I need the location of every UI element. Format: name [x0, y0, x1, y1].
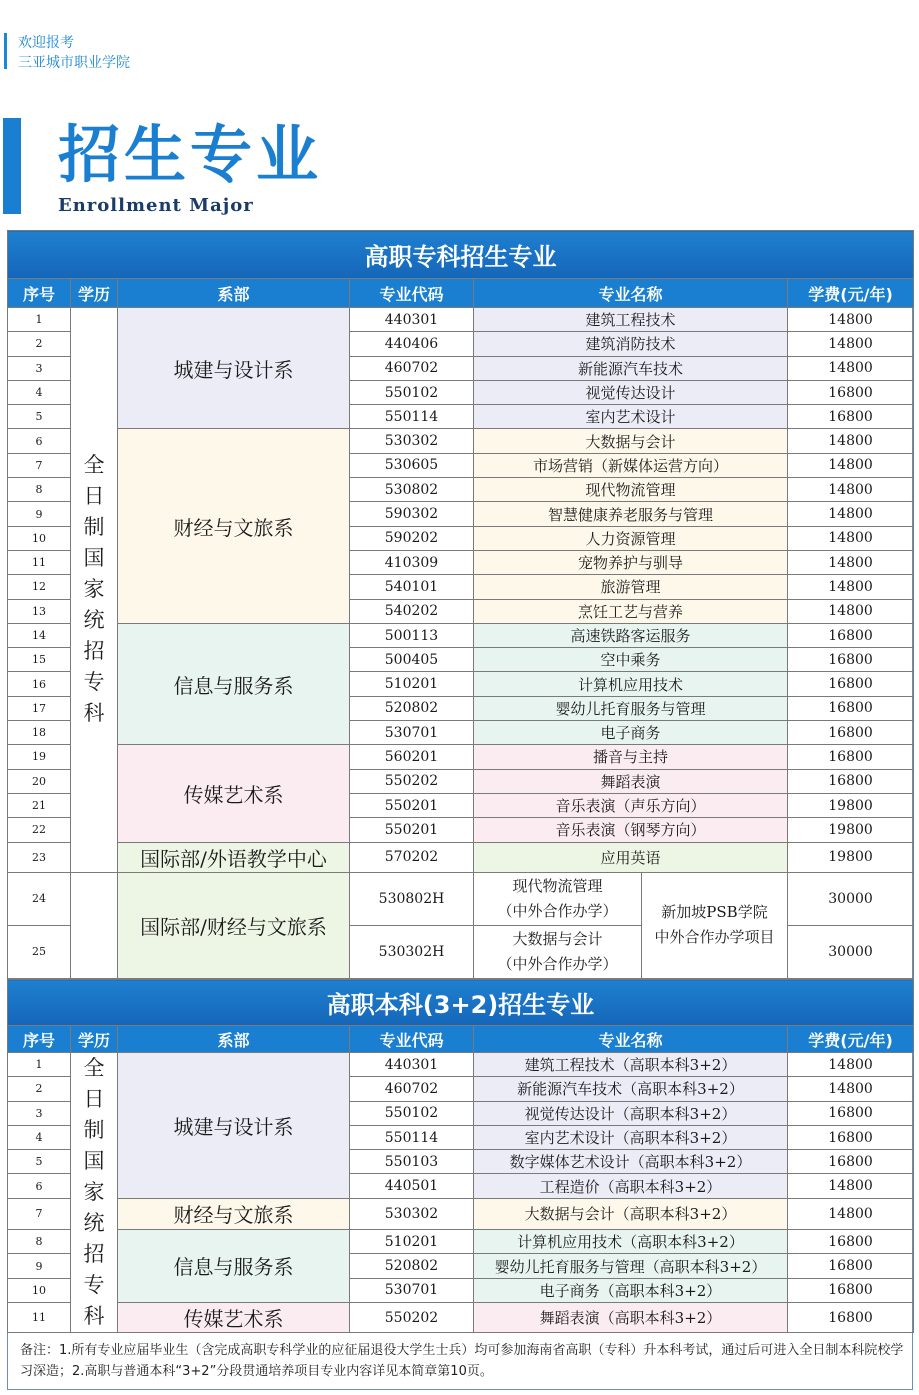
row-seq: 8: [8, 478, 71, 502]
major-name: 播音与主持: [474, 745, 788, 769]
header-college-name: 三亚城市职业学院: [18, 55, 130, 71]
tuition-fee: 14800: [788, 308, 914, 332]
major-name-line1: 大数据与会计: [512, 929, 603, 948]
major-code: 550201: [350, 818, 474, 842]
table-row: [8, 623, 914, 647]
department-name: 城建与设计系: [118, 1053, 350, 1199]
major-code: 510201: [350, 672, 474, 696]
major-name: 婴幼儿托育服务与管理（高职本科3+2）: [474, 1254, 788, 1278]
row-seq: 10: [8, 526, 71, 550]
tuition-fee: 14800: [788, 1174, 914, 1198]
major-code: 440501: [350, 1174, 474, 1198]
major-name: 市场营销（新媒体运营方向）: [474, 453, 788, 477]
major-code: 550102: [350, 380, 474, 404]
col-header-dept: 系部: [118, 279, 350, 308]
major-name: 建筑工程技术（高职本科3+2）: [474, 1053, 788, 1077]
table-row: [8, 429, 914, 453]
tuition-fee: 14800: [788, 429, 914, 453]
tuition-fee: 14800: [788, 1198, 914, 1229]
tuition-fee: 16800: [788, 1254, 914, 1278]
major-name: 音乐表演（声乐方向）: [474, 793, 788, 817]
table-row: [8, 842, 914, 872]
major-code: 530701: [350, 721, 474, 745]
tuition-fee: 19800: [788, 818, 914, 842]
tuition-fee: 16800: [788, 745, 914, 769]
department-name: 财经与文旅系: [118, 1198, 350, 1229]
major-code: 530302: [350, 1198, 474, 1229]
major-name: 电子商务: [474, 721, 788, 745]
undergraduate-3plus2-table: [7, 979, 914, 1333]
table1-title: 高职专科招生专业: [8, 231, 914, 279]
row-seq: 23: [8, 842, 71, 872]
table-row: [8, 745, 914, 769]
major-name: 新能源汽车技术: [474, 356, 788, 380]
major-code: 410309: [350, 550, 474, 574]
tuition-fee: 14800: [788, 550, 914, 574]
major-name: 智慧健康养老服务与管理: [474, 502, 788, 526]
major-code: 500405: [350, 648, 474, 672]
major-name: 婴幼儿托育服务与管理: [474, 696, 788, 720]
major-code: 550201: [350, 793, 474, 817]
col-header-seq: 序号: [8, 1026, 71, 1053]
row-seq: 14: [8, 623, 71, 647]
major-code: 590302: [350, 502, 474, 526]
row-seq: 25: [8, 925, 71, 978]
tuition-fee: 16800: [788, 1278, 914, 1302]
col-header-name: 专业名称: [474, 1026, 788, 1053]
row-seq: 8: [8, 1229, 71, 1254]
row-seq: 19: [8, 745, 71, 769]
table-row: [8, 1053, 914, 1077]
major-name: 建筑消防技术: [474, 332, 788, 356]
major-name: 建筑工程技术: [474, 308, 788, 332]
row-seq: 17: [8, 696, 71, 720]
row-seq: 3: [8, 1101, 71, 1125]
row-seq: 22: [8, 818, 71, 842]
tuition-fee: 14800: [788, 356, 914, 380]
department-name: 城建与设计系: [118, 308, 350, 429]
major-code: 440301: [350, 1053, 474, 1077]
education-type: 全 日 制 国 家 统 招 专 科: [71, 1053, 118, 1333]
tuition-fee: 30000: [788, 925, 914, 978]
tuition-fee: 14800: [788, 1077, 914, 1101]
row-seq: 13: [8, 599, 71, 623]
major-name: 音乐表演（钢琴方向）: [474, 818, 788, 842]
table-row: [8, 1229, 914, 1254]
major-name: 旅游管理: [474, 575, 788, 599]
row-seq: 10: [8, 1278, 71, 1302]
tuition-fee: 30000: [788, 872, 914, 925]
row-seq: 1: [8, 1053, 71, 1077]
major-name: [474, 872, 642, 925]
row-seq: 20: [8, 769, 71, 793]
major-code: 460702: [350, 1077, 474, 1101]
tuition-fee: 19800: [788, 793, 914, 817]
tuition-fee: 14800: [788, 453, 914, 477]
col-header-fee: 学费(元/年): [788, 279, 914, 308]
major-name: 室内艺术设计（高职本科3+2）: [474, 1125, 788, 1149]
page-subtitle: Enrollment Major: [58, 195, 254, 216]
major-name: 宠物养护与驯导: [474, 550, 788, 574]
tuition-fee: 16800: [788, 623, 914, 647]
department-name: 传媒艺术系: [118, 745, 350, 842]
major-name: 工程造价（高职本科3+2）: [474, 1174, 788, 1198]
row-seq: 9: [8, 502, 71, 526]
major-code: 540202: [350, 599, 474, 623]
col-header-code: 专业代码: [350, 1026, 474, 1053]
department-name: 国际部/外语教学中心: [118, 842, 350, 872]
major-name-line2: （中外合作办学）: [497, 954, 618, 973]
major-code: 440406: [350, 332, 474, 356]
partner-line1: 新加坡PSB学院: [661, 903, 768, 922]
tuition-fee: 14800: [788, 478, 914, 502]
major-code: 530302: [350, 429, 474, 453]
major-name: 视觉传达设计（高职本科3+2）: [474, 1101, 788, 1125]
row-seq: 12: [8, 575, 71, 599]
major-code: 530701: [350, 1278, 474, 1302]
major-code: 530605: [350, 453, 474, 477]
major-name-line2: （中外合作办学）: [497, 901, 618, 920]
row-seq: 21: [8, 793, 71, 817]
row-seq: 9: [8, 1254, 71, 1278]
row-seq: 11: [8, 550, 71, 574]
major-code: 560201: [350, 745, 474, 769]
col-header-name: 专业名称: [474, 279, 788, 308]
tuition-fee: 16800: [788, 1101, 914, 1125]
row-seq: 1: [8, 308, 71, 332]
tuition-fee: 16800: [788, 405, 914, 429]
tuition-fee: 16800: [788, 648, 914, 672]
row-seq: 18: [8, 721, 71, 745]
major-code: 530802: [350, 478, 474, 502]
major-code: 520802: [350, 696, 474, 720]
row-seq: 2: [8, 332, 71, 356]
education-type: 全 日 制 国 家 统 招 专 科: [71, 308, 118, 873]
partner-line2: 中外合作办学项目: [654, 928, 775, 947]
major-name: 大数据与会计: [474, 429, 788, 453]
major-code: 550114: [350, 405, 474, 429]
tuition-fee: 16800: [788, 696, 914, 720]
major-name: 计算机应用技术（高职本科3+2）: [474, 1229, 788, 1254]
major-name: 电子商务（高职本科3+2）: [474, 1278, 788, 1302]
major-name: 新能源汽车技术（高职本科3+2）: [474, 1077, 788, 1101]
tuition-fee: 14800: [788, 599, 914, 623]
department-name: 国际部/财经与文旅系: [118, 872, 350, 978]
major-name: 视觉传达设计: [474, 380, 788, 404]
major-code: 540101: [350, 575, 474, 599]
major-name: 大数据与会计（高职本科3+2）: [474, 1198, 788, 1229]
major-code: 550103: [350, 1150, 474, 1174]
row-seq: 3: [8, 356, 71, 380]
tuition-fee: 16800: [788, 1229, 914, 1254]
major-code: 590202: [350, 526, 474, 550]
table-row: [8, 1303, 914, 1333]
table2-title: 高职本科(3+2)招生专业: [8, 980, 914, 1026]
table-row: [8, 308, 914, 332]
major-code: 510201: [350, 1229, 474, 1254]
department-name: 信息与服务系: [118, 623, 350, 744]
major-code: 530802H: [350, 872, 474, 925]
major-name: 舞蹈表演（高职本科3+2）: [474, 1303, 788, 1333]
major-name: 空中乘务: [474, 648, 788, 672]
major-name: 烹饪工艺与营养: [474, 599, 788, 623]
col-header-edu: 学历: [71, 279, 118, 308]
major-code: 500113: [350, 623, 474, 647]
major-name: [474, 925, 642, 978]
row-seq: 5: [8, 405, 71, 429]
tuition-fee: 16800: [788, 1150, 914, 1174]
tuition-fee: 14800: [788, 526, 914, 550]
row-seq: 24: [8, 872, 71, 925]
row-seq: 16: [8, 672, 71, 696]
footnote: 备注：1.所有专业应届毕业生（含完成高职专科学业的应征届退役大学生士兵）均可参加海南省高职（专科）升本科考试，通过后可进入全日制本科院校学习深造；2.高职与普通本科“3+2”分段贯通培养项目专业内容详见本简章第10页。: [20, 1343, 904, 1379]
row-seq: 6: [8, 429, 71, 453]
row-seq: 15: [8, 648, 71, 672]
department-name: 财经与文旅系: [118, 429, 350, 623]
major-name: 数字媒体艺术设计（高职本科3+2）: [474, 1150, 788, 1174]
major-name: 人力资源管理: [474, 526, 788, 550]
page-title: 招生专业: [58, 118, 323, 191]
major-code: 570202: [350, 842, 474, 872]
major-name: 高速铁路客运服务: [474, 623, 788, 647]
tuition-fee: 14800: [788, 332, 914, 356]
major-code: 520802: [350, 1254, 474, 1278]
tuition-fee: 16800: [788, 1125, 914, 1149]
tuition-fee: 16800: [788, 769, 914, 793]
major-code: 530302H: [350, 925, 474, 978]
major-code: 550202: [350, 769, 474, 793]
col-header-edu: 学历: [71, 1026, 118, 1053]
department-name: 信息与服务系: [118, 1229, 350, 1302]
row-seq: 4: [8, 380, 71, 404]
tuition-fee: 16800: [788, 721, 914, 745]
table-row: [8, 872, 914, 925]
col-header-code: 专业代码: [350, 279, 474, 308]
row-seq: 11: [8, 1303, 71, 1333]
major-code: 550114: [350, 1125, 474, 1149]
major-name: 室内艺术设计: [474, 405, 788, 429]
tuition-fee: 19800: [788, 842, 914, 872]
header-welcome: 欢迎报考: [18, 35, 74, 51]
header-accent-bar: [4, 33, 7, 69]
department-name: 传媒艺术系: [118, 1303, 350, 1333]
row-seq: 6: [8, 1174, 71, 1198]
col-header-dept: 系部: [118, 1026, 350, 1053]
major-code: 550202: [350, 1303, 474, 1333]
title-accent-bar: [3, 118, 21, 214]
table-row: [8, 1198, 914, 1229]
major-code: 460702: [350, 356, 474, 380]
major-code: 440301: [350, 308, 474, 332]
row-seq: 7: [8, 453, 71, 477]
row-seq: 2: [8, 1077, 71, 1101]
row-seq: 4: [8, 1125, 71, 1149]
major-name-line1: 现代物流管理: [512, 876, 603, 895]
tuition-fee: 14800: [788, 502, 914, 526]
tuition-fee: 14800: [788, 575, 914, 599]
major-code: 550102: [350, 1101, 474, 1125]
major-name: 舞蹈表演: [474, 769, 788, 793]
major-name: 计算机应用技术: [474, 672, 788, 696]
major-name: 现代物流管理: [474, 478, 788, 502]
major-name: 应用英语: [474, 842, 788, 872]
row-seq: 7: [8, 1198, 71, 1229]
vocational-college-table: [7, 230, 914, 979]
tuition-fee: 16800: [788, 1303, 914, 1333]
tuition-fee: 16800: [788, 380, 914, 404]
col-header-fee: 学费(元/年): [788, 1026, 914, 1053]
row-seq: 5: [8, 1150, 71, 1174]
education-type-blank: [71, 872, 118, 978]
partner-program: [642, 872, 788, 978]
tuition-fee: 14800: [788, 1053, 914, 1077]
col-header-seq: 序号: [8, 279, 71, 308]
tuition-fee: 16800: [788, 672, 914, 696]
